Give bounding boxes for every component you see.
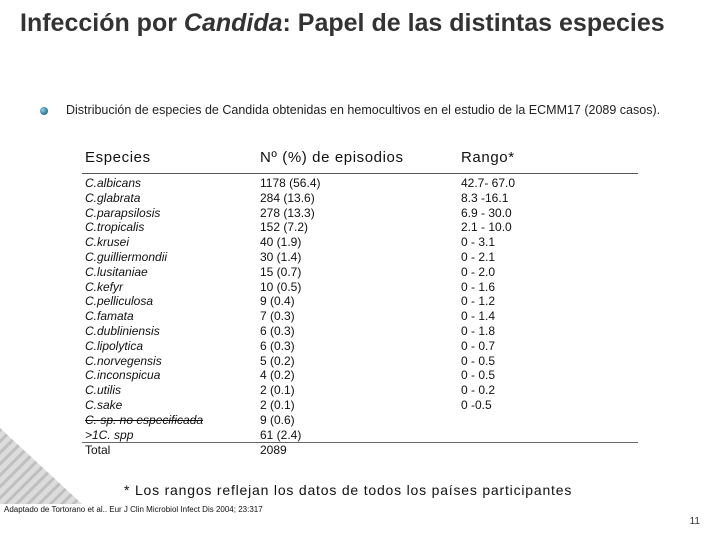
bullet-text: Distribución de especies de Candida obtenidas en hemocultivos en el estudio de la ECMM17 (2089 casos).	[66, 103, 661, 117]
cell-episodes: 1178 (56.4)	[260, 176, 321, 190]
cell-species: C.inconspicua	[85, 368, 161, 383]
cell-episodes: 30 (1.4)	[260, 249, 302, 264]
cell-range: 2.1 - 10.0	[461, 220, 512, 235]
cell-species: C.krusei	[85, 235, 130, 250]
bullet-dot-icon	[40, 107, 48, 115]
cell-species: C.dubliniensis	[85, 323, 160, 338]
table-row	[82, 413, 638, 428]
table-row	[82, 206, 638, 221]
cell-range: 0 - 3.1	[461, 235, 496, 250]
cell-species: C.norvegensis	[85, 353, 162, 368]
cell-range: 0 - 2.0	[461, 264, 496, 279]
cell-episodes: 152 (7.2)	[260, 220, 309, 235]
cell-episodes: 9 (0.6)	[260, 412, 295, 427]
cell-episodes: 5 (0.2)	[260, 353, 295, 368]
cell-range: 0 - 0.7	[461, 338, 496, 353]
cell-range: 0 - 0.5	[461, 353, 496, 368]
cell-range: 0 - 1.6	[461, 279, 496, 294]
header-episodes: Nº (%) de episodios	[260, 149, 404, 166]
cell-episodes: 15 (0.7)	[260, 264, 302, 279]
cell-episodes: 2 (0.1)	[260, 397, 295, 412]
cell-species: C.guilliermondii	[85, 249, 168, 264]
cell-episodes: 7 (0.3)	[260, 309, 295, 324]
title-italic: Candida	[183, 9, 283, 37]
cell-episodes: 278 (13.3)	[260, 205, 315, 220]
table-row	[82, 398, 638, 413]
table-row	[82, 176, 638, 191]
citation: Adaptado de Tortorano et al.. Eur J Clin Microbiol Infect Dis 2004; 23:317	[4, 505, 263, 514]
cell-species: C.tropicalis	[85, 220, 145, 235]
table-row	[82, 191, 638, 206]
cell-range: 6.9 - 30.0	[461, 205, 512, 220]
table-row	[82, 428, 638, 443]
cell-species: C.kefyr	[85, 279, 124, 294]
table-row	[82, 324, 638, 339]
table-body	[82, 176, 638, 458]
decorative-stripes	[0, 428, 82, 504]
table-row	[82, 309, 638, 324]
cell-species: C. sp. no especificada	[85, 412, 204, 427]
cell-species: C.utilis	[85, 383, 122, 398]
cell-episodes: 40 (1.9)	[260, 235, 302, 250]
cell-total-label: Total	[85, 443, 111, 458]
cell-episodes: 6 (0.3)	[260, 338, 295, 353]
cell-range: 0 - 0.5	[461, 368, 496, 383]
cell-species: >1C. spp	[85, 427, 134, 442]
cell-episodes: 4 (0.2)	[260, 368, 295, 383]
cell-total-value: 2089	[260, 443, 287, 458]
table-row	[82, 265, 638, 280]
cell-episodes: 61 (2.4)	[260, 427, 302, 442]
cell-range: 0 - 0.2	[461, 383, 496, 398]
cell-range: 0 -0.5	[461, 397, 492, 412]
cell-range: 0 - 2.1	[461, 249, 496, 264]
table-footnote: * Los rangos reflejan los datos de todos los países participantes	[124, 482, 573, 498]
cell-range: 8.3 -16.1	[461, 190, 509, 205]
table-row	[82, 235, 638, 250]
table-row	[82, 354, 638, 369]
cell-episodes: 6 (0.3)	[260, 323, 295, 338]
cell-species: C.lusitaniae	[85, 264, 148, 279]
table-header	[82, 143, 638, 174]
cell-range: 42.7- 67.0	[461, 176, 516, 190]
table-row	[82, 383, 638, 398]
table-row	[82, 294, 638, 309]
table-row	[82, 368, 638, 383]
title-suffix: : Papel de las distintas especies	[282, 9, 665, 37]
table-row	[82, 250, 638, 265]
slide-title	[20, 8, 700, 39]
slide-number: 11	[689, 516, 700, 527]
cell-episodes: 2 (0.1)	[260, 383, 295, 398]
table-row	[82, 339, 638, 354]
cell-range: 0 - 1.4	[461, 309, 496, 324]
bullet-item	[46, 102, 696, 118]
table-row	[82, 220, 638, 235]
cell-range: 0 - 1.2	[461, 294, 496, 309]
cell-species: C.lipolytica	[85, 338, 144, 353]
header-species: Especies	[85, 149, 151, 166]
cell-episodes: 284 (13.6)	[260, 190, 315, 205]
cell-range: 0 - 1.8	[461, 323, 496, 338]
cell-species: C.sake	[85, 397, 123, 412]
table-row	[82, 280, 638, 295]
species-table	[82, 143, 638, 499]
cell-episodes: 9 (0.4)	[260, 294, 295, 309]
cell-episodes: 10 (0.5)	[260, 279, 302, 294]
cell-species: C.famata	[85, 309, 134, 324]
cell-species: C.glabrata	[85, 190, 141, 205]
cell-species: C.parapsilosis	[85, 205, 161, 220]
cell-species: C.pelliculosa	[85, 294, 154, 309]
table-total-row	[82, 442, 638, 458]
header-range: Rango*	[461, 149, 515, 166]
cell-species: C.albicans	[85, 176, 142, 190]
title-prefix: Infección por	[20, 9, 184, 37]
